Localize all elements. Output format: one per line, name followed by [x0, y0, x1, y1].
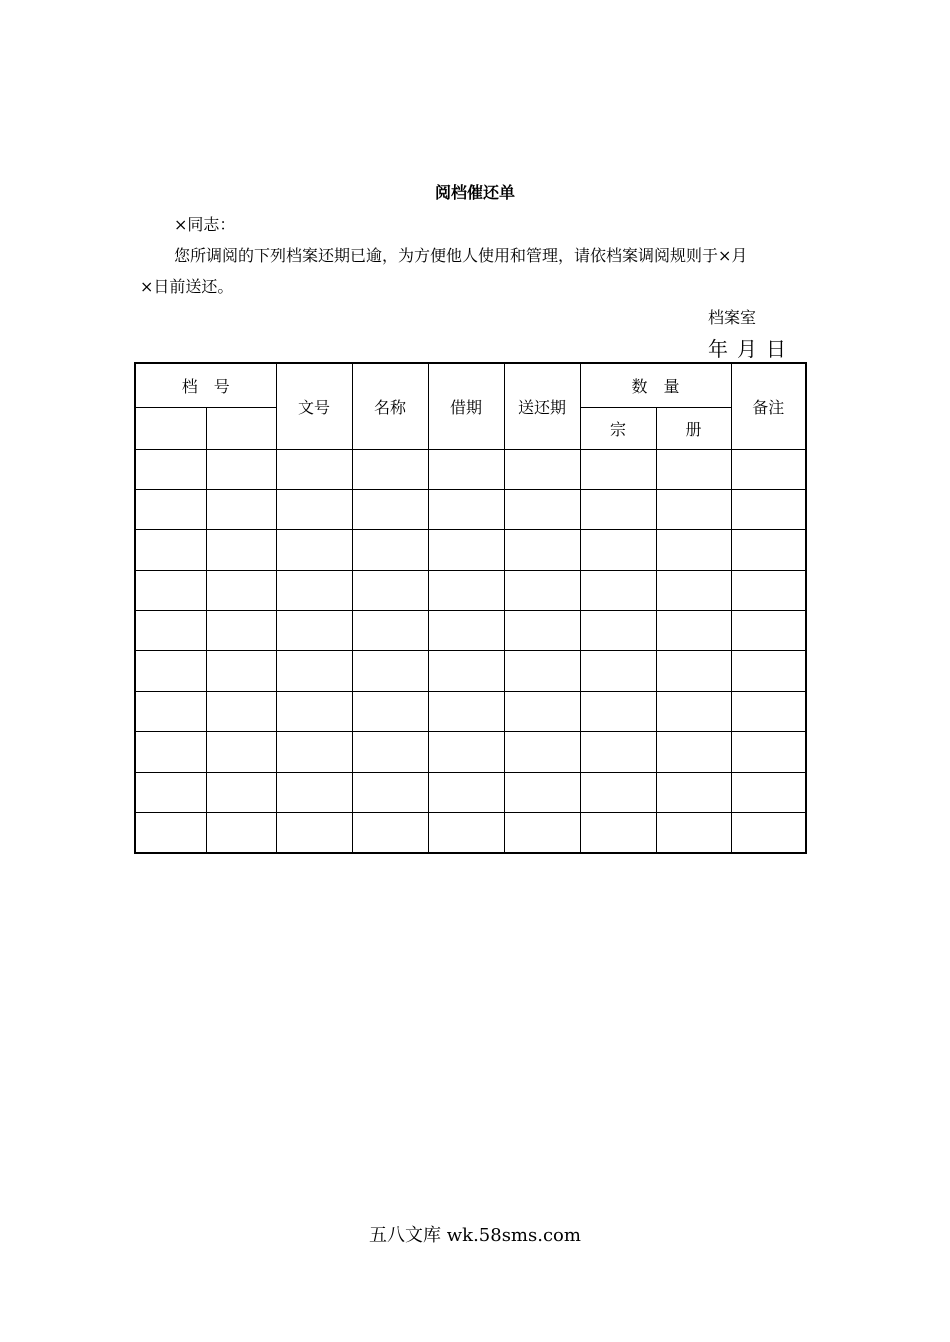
table-cell[interactable]	[135, 449, 206, 489]
table-cell[interactable]	[656, 651, 731, 691]
table-cell[interactable]	[206, 691, 276, 731]
table-cell[interactable]	[135, 651, 206, 691]
table-cell[interactable]	[504, 732, 580, 772]
table-row	[135, 489, 806, 529]
table-cell[interactable]	[428, 530, 504, 570]
table-cell[interactable]	[504, 570, 580, 610]
table-cell[interactable]	[656, 530, 731, 570]
table-cell[interactable]	[580, 489, 656, 529]
table-cell[interactable]	[504, 772, 580, 812]
table-cell[interactable]	[428, 611, 504, 651]
table-cell[interactable]	[731, 449, 806, 489]
table-row	[135, 732, 806, 772]
table-cell[interactable]	[276, 691, 352, 731]
table-cell[interactable]	[352, 530, 428, 570]
table-cell[interactable]	[135, 691, 206, 731]
date-line	[708, 333, 795, 362]
table-cell[interactable]	[428, 813, 504, 853]
table-cell[interactable]	[731, 732, 806, 772]
table-cell[interactable]	[656, 691, 731, 731]
header-quantity-ce: 册	[656, 407, 731, 449]
table-cell[interactable]	[731, 772, 806, 812]
table-cell[interactable]	[428, 772, 504, 812]
table-cell[interactable]	[731, 570, 806, 610]
archive-table	[134, 362, 807, 854]
table-cell[interactable]	[135, 530, 206, 570]
page-title: 阅档催还单	[434, 183, 515, 202]
table-cell[interactable]	[504, 530, 580, 570]
table-cell[interactable]	[428, 449, 504, 489]
table-cell[interactable]	[352, 691, 428, 731]
table-cell[interactable]	[206, 570, 276, 610]
table-cell[interactable]	[504, 611, 580, 651]
header-file-no-sub-a	[135, 407, 206, 449]
table-cell[interactable]	[206, 732, 276, 772]
table-cell[interactable]	[206, 611, 276, 651]
table-cell[interactable]	[352, 489, 428, 529]
table-row	[135, 772, 806, 812]
table-cell[interactable]	[504, 651, 580, 691]
table-row	[135, 449, 806, 489]
header-quantity: 数 量	[580, 363, 731, 407]
header-borrow-date: 借期	[428, 363, 504, 449]
table-row	[135, 813, 806, 853]
table-row	[135, 530, 806, 570]
table-cell[interactable]	[352, 449, 428, 489]
table-cell[interactable]	[580, 570, 656, 610]
table-cell[interactable]	[731, 530, 806, 570]
body-text-line-1: 您所调阅的下列档案还期已逾，为方便他人使用和管理，请依档案调阅规则于×月	[174, 246, 748, 265]
table-cell[interactable]	[206, 772, 276, 812]
table-cell[interactable]	[276, 449, 352, 489]
table-cell[interactable]	[135, 772, 206, 812]
table-row	[135, 570, 806, 610]
footer-watermark: 五八文库 wk.58sms.com	[369, 1225, 581, 1246]
header-file-no-sub-b	[206, 407, 276, 449]
table-cell[interactable]	[731, 651, 806, 691]
table-cell[interactable]	[731, 813, 806, 853]
table-cell[interactable]	[731, 691, 806, 731]
table-cell[interactable]	[428, 732, 504, 772]
table-cell[interactable]	[352, 611, 428, 651]
table-cell[interactable]	[656, 570, 731, 610]
table-cell[interactable]	[580, 530, 656, 570]
table-cell[interactable]	[428, 691, 504, 731]
table-header-row	[135, 363, 806, 407]
table-cell[interactable]	[276, 732, 352, 772]
table-cell[interactable]	[206, 489, 276, 529]
table-row	[135, 691, 806, 731]
table-cell[interactable]	[656, 732, 731, 772]
date-month: 月	[737, 337, 757, 361]
table-cell[interactable]	[276, 813, 352, 853]
table-cell[interactable]	[135, 813, 206, 853]
table-cell[interactable]	[504, 489, 580, 529]
table-cell[interactable]	[352, 772, 428, 812]
table-row	[135, 651, 806, 691]
date-year: 年	[708, 337, 728, 361]
header-return-date: 送还期	[504, 363, 580, 449]
table-cell[interactable]	[135, 732, 206, 772]
table-cell[interactable]	[504, 813, 580, 853]
table-cell[interactable]	[276, 489, 352, 529]
table-cell[interactable]	[580, 651, 656, 691]
table-cell[interactable]	[580, 611, 656, 651]
table-row	[135, 611, 806, 651]
table-cell[interactable]	[580, 813, 656, 853]
table-cell[interactable]	[276, 772, 352, 812]
table-cell[interactable]	[352, 570, 428, 610]
header-quantity-zong: 宗	[580, 407, 656, 449]
table-cell[interactable]	[731, 611, 806, 651]
header-remarks: 备注	[731, 363, 806, 449]
table-cell[interactable]	[428, 489, 504, 529]
header-name: 名称	[352, 363, 428, 449]
table-cell[interactable]	[656, 489, 731, 529]
table-cell[interactable]	[135, 489, 206, 529]
issuing-office: 档案室	[708, 308, 757, 327]
table-cell[interactable]	[206, 813, 276, 853]
table-cell[interactable]	[206, 449, 276, 489]
table-cell[interactable]	[352, 813, 428, 853]
table-cell[interactable]	[656, 813, 731, 853]
table-cell[interactable]	[580, 449, 656, 489]
table-cell[interactable]	[428, 651, 504, 691]
table-cell[interactable]	[276, 530, 352, 570]
table-cell[interactable]	[580, 732, 656, 772]
table-cell[interactable]	[352, 651, 428, 691]
table-cell[interactable]	[352, 732, 428, 772]
table-cell[interactable]	[206, 651, 276, 691]
table-cell[interactable]	[276, 611, 352, 651]
table-cell[interactable]	[428, 570, 504, 610]
table-cell[interactable]	[731, 489, 806, 529]
table-cell[interactable]	[656, 772, 731, 812]
header-doc-no: 文号	[276, 363, 352, 449]
table-cell[interactable]	[135, 611, 206, 651]
table-cell[interactable]	[135, 570, 206, 610]
table-cell[interactable]	[580, 772, 656, 812]
table-cell[interactable]	[504, 449, 580, 489]
body-text-line-2: ×日前送还。	[140, 277, 234, 296]
table-cell[interactable]	[656, 449, 731, 489]
header-file-no: 档 号	[135, 363, 276, 407]
table-cell[interactable]	[206, 530, 276, 570]
table-cell[interactable]	[656, 611, 731, 651]
salutation: ×同志：	[174, 215, 236, 234]
table-cell[interactable]	[276, 570, 352, 610]
table-cell[interactable]	[580, 691, 656, 731]
table-cell[interactable]	[504, 691, 580, 731]
date-day: 日	[766, 337, 786, 361]
table-cell[interactable]	[276, 651, 352, 691]
